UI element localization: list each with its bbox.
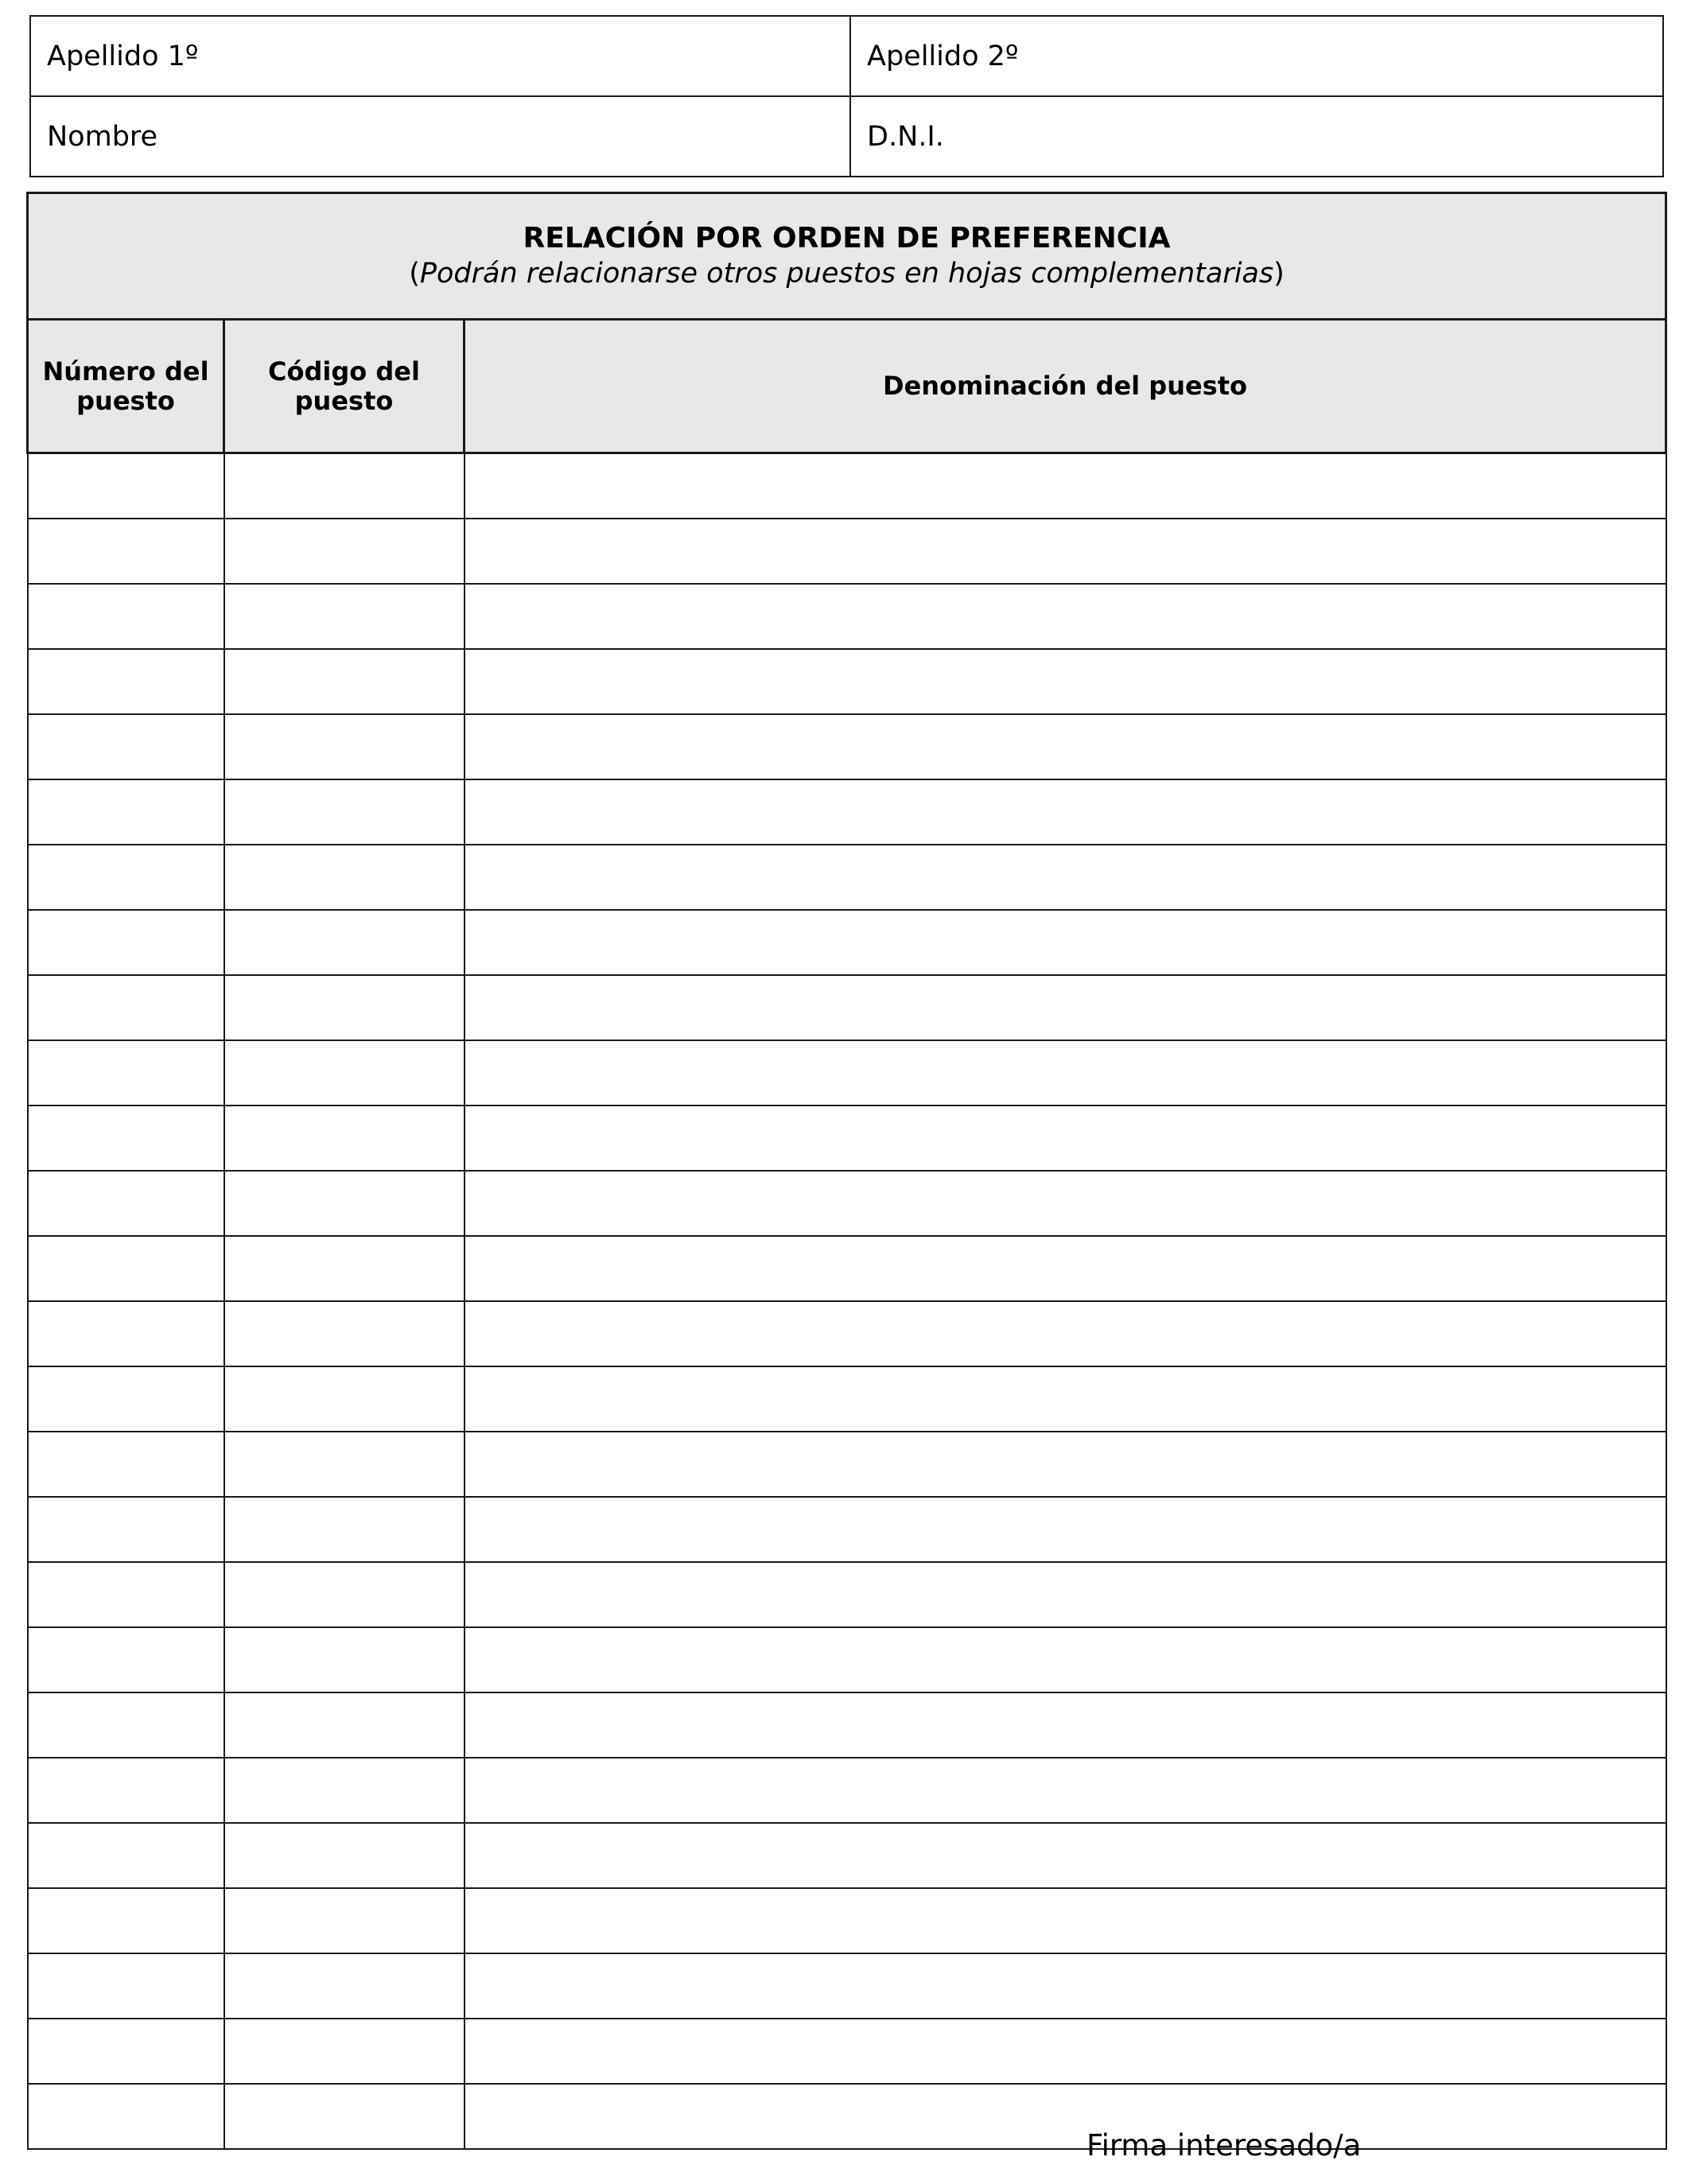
denominacion-cell[interactable] bbox=[465, 1497, 1666, 1562]
table-row bbox=[28, 649, 1666, 714]
preference-title-cell bbox=[28, 193, 1666, 320]
table-row bbox=[28, 1497, 1666, 1562]
codigo-cell[interactable] bbox=[224, 1236, 465, 1301]
numero-cell[interactable] bbox=[28, 1758, 224, 1823]
numero-cell[interactable] bbox=[28, 1888, 224, 1953]
preference-table bbox=[26, 192, 1667, 2150]
denominacion-cell[interactable] bbox=[465, 1040, 1666, 1106]
codigo-cell[interactable] bbox=[224, 1171, 465, 1236]
apellido1-field[interactable] bbox=[30, 16, 850, 96]
codigo-cell[interactable] bbox=[224, 779, 465, 845]
table-row bbox=[28, 1758, 1666, 1823]
numero-cell[interactable] bbox=[28, 1953, 224, 2019]
numero-cell[interactable] bbox=[28, 1823, 224, 1888]
numero-cell[interactable] bbox=[28, 714, 224, 779]
codigo-cell[interactable] bbox=[224, 519, 465, 584]
numero-cell[interactable] bbox=[28, 649, 224, 714]
table-row bbox=[28, 910, 1666, 975]
personal-data-table bbox=[29, 15, 1664, 177]
table-row bbox=[28, 1236, 1666, 1301]
dni-field[interactable] bbox=[850, 96, 1663, 177]
denominacion-cell[interactable] bbox=[465, 1301, 1666, 1366]
preference-title: RELACIÓN POR ORDEN DE PREFERENCIA bbox=[523, 222, 1171, 255]
table-row bbox=[28, 1823, 1666, 1888]
codigo-cell[interactable] bbox=[224, 2019, 465, 2084]
numero-cell[interactable] bbox=[28, 1040, 224, 1106]
denominacion-cell[interactable] bbox=[465, 649, 1666, 714]
table-row bbox=[28, 453, 1666, 519]
codigo-cell[interactable] bbox=[224, 1953, 465, 2019]
table-row bbox=[28, 519, 1666, 584]
numero-cell[interactable] bbox=[28, 2019, 224, 2084]
preference-subtitle: (Podrán relacionarse otros puestos en hojas complementarias) bbox=[409, 258, 1285, 290]
denominacion-cell[interactable] bbox=[465, 1366, 1666, 1432]
table-row bbox=[28, 1106, 1666, 1171]
preference-title-row bbox=[28, 193, 1666, 320]
denominacion-cell[interactable] bbox=[465, 519, 1666, 584]
codigo-cell[interactable] bbox=[224, 714, 465, 779]
numero-cell[interactable] bbox=[28, 1236, 224, 1301]
codigo-cell[interactable] bbox=[224, 1888, 465, 1953]
apellido2-label: Apellido 2º bbox=[867, 40, 1019, 72]
numero-cell[interactable] bbox=[28, 845, 224, 910]
numero-cell[interactable] bbox=[28, 1692, 224, 1758]
column-header-denominacion: Denominación del puesto bbox=[465, 320, 1666, 453]
numero-cell[interactable] bbox=[28, 584, 224, 649]
denominacion-cell[interactable] bbox=[465, 1236, 1666, 1301]
numero-cell[interactable] bbox=[28, 1562, 224, 1627]
personal-row-name bbox=[30, 96, 1663, 177]
numero-cell[interactable] bbox=[28, 2084, 224, 2149]
codigo-cell[interactable] bbox=[224, 1040, 465, 1106]
table-row bbox=[28, 845, 1666, 910]
denominacion-cell[interactable] bbox=[465, 2019, 1666, 2084]
codigo-cell[interactable] bbox=[224, 584, 465, 649]
table-row bbox=[28, 1692, 1666, 1758]
codigo-cell[interactable] bbox=[224, 1627, 465, 1692]
numero-cell[interactable] bbox=[28, 453, 224, 519]
denominacion-cell[interactable] bbox=[465, 584, 1666, 649]
numero-cell[interactable] bbox=[28, 1301, 224, 1366]
table-row bbox=[28, 1171, 1666, 1236]
denominacion-cell[interactable] bbox=[465, 845, 1666, 910]
table-row bbox=[28, 1432, 1666, 1497]
codigo-cell[interactable] bbox=[224, 1106, 465, 1171]
numero-cell[interactable] bbox=[28, 1106, 224, 1171]
column-header-row bbox=[28, 320, 1666, 453]
nombre-label: Nombre bbox=[47, 120, 158, 153]
table-row bbox=[28, 779, 1666, 845]
codigo-cell[interactable] bbox=[224, 1823, 465, 1888]
denominacion-cell[interactable] bbox=[465, 1171, 1666, 1236]
denominacion-cell[interactable] bbox=[465, 1562, 1666, 1627]
denominacion-cell[interactable] bbox=[465, 910, 1666, 975]
numero-cell[interactable] bbox=[28, 1366, 224, 1432]
codigo-cell[interactable] bbox=[224, 1758, 465, 1823]
table-row bbox=[28, 1301, 1666, 1366]
codigo-cell[interactable] bbox=[224, 1497, 465, 1562]
column-header-codigo: Código del puesto bbox=[224, 320, 465, 453]
codigo-cell[interactable] bbox=[224, 2084, 465, 2149]
codigo-cell[interactable] bbox=[224, 1432, 465, 1497]
codigo-cell[interactable] bbox=[224, 1366, 465, 1432]
numero-cell[interactable] bbox=[28, 779, 224, 845]
denominacion-cell[interactable] bbox=[465, 1106, 1666, 1171]
denominacion-cell[interactable] bbox=[465, 1627, 1666, 1692]
table-row bbox=[28, 2084, 1666, 2149]
numero-cell[interactable] bbox=[28, 1432, 224, 1497]
table-row bbox=[28, 975, 1666, 1040]
apellido1-label: Apellido 1º bbox=[47, 40, 199, 72]
table-row bbox=[28, 1040, 1666, 1106]
codigo-cell[interactable] bbox=[224, 1692, 465, 1758]
preference-table-body bbox=[28, 453, 1666, 2150]
codigo-cell[interactable] bbox=[224, 975, 465, 1040]
denominacion-cell[interactable] bbox=[465, 2084, 1666, 2149]
table-row bbox=[28, 1888, 1666, 1953]
numero-cell[interactable] bbox=[28, 910, 224, 975]
codigo-cell[interactable] bbox=[224, 453, 465, 519]
denominacion-cell[interactable] bbox=[465, 1758, 1666, 1823]
codigo-cell[interactable] bbox=[224, 649, 465, 714]
nombre-field[interactable] bbox=[30, 96, 850, 177]
table-row bbox=[28, 1627, 1666, 1692]
table-row bbox=[28, 714, 1666, 779]
codigo-cell[interactable] bbox=[224, 910, 465, 975]
dni-label: D.N.I. bbox=[867, 120, 944, 153]
codigo-cell[interactable] bbox=[224, 845, 465, 910]
denominacion-cell[interactable] bbox=[465, 1823, 1666, 1888]
denominacion-cell[interactable] bbox=[465, 1888, 1666, 1953]
column-header-numero: Número del puesto bbox=[28, 320, 224, 453]
denominacion-cell[interactable] bbox=[465, 1432, 1666, 1497]
table-row bbox=[28, 1562, 1666, 1627]
apellido2-field[interactable] bbox=[850, 16, 1663, 96]
denominacion-cell[interactable] bbox=[465, 1953, 1666, 2019]
table-row bbox=[28, 2019, 1666, 2084]
numero-cell[interactable] bbox=[28, 519, 224, 584]
denominacion-cell[interactable] bbox=[465, 453, 1666, 519]
numero-cell[interactable] bbox=[28, 975, 224, 1040]
table-row bbox=[28, 1366, 1666, 1432]
denominacion-cell[interactable] bbox=[465, 1692, 1666, 1758]
denominacion-cell[interactable] bbox=[465, 975, 1666, 1040]
codigo-cell[interactable] bbox=[224, 1562, 465, 1627]
table-row bbox=[28, 1953, 1666, 2019]
signature-label: Firma interesado/a bbox=[1087, 2128, 1362, 2163]
numero-cell[interactable] bbox=[28, 1171, 224, 1236]
codigo-cell[interactable] bbox=[224, 1301, 465, 1366]
table-row bbox=[28, 584, 1666, 649]
personal-row-surnames bbox=[30, 16, 1663, 96]
numero-cell[interactable] bbox=[28, 1497, 224, 1562]
denominacion-cell[interactable] bbox=[465, 779, 1666, 845]
numero-cell[interactable] bbox=[28, 1627, 224, 1692]
denominacion-cell[interactable] bbox=[465, 714, 1666, 779]
